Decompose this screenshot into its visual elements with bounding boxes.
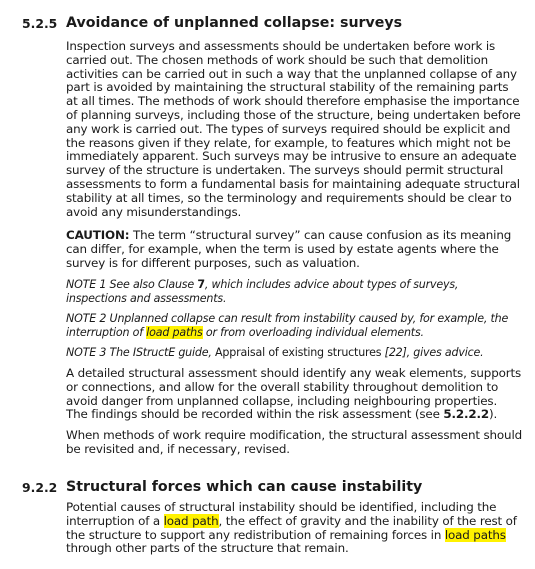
caution-paragraph <box>66 229 522 270</box>
paragraph-instability: Potential causes of structural instability should be identified, including the interruption of a load path, the effect of gravity and the inability of the rest of the structure to support any redistribution of remaining forces in load paths through other parts of the structure that remain. <box>66 500 517 556</box>
paragraph-surveys: Inspection surveys and assessments should be undertaken before work is carried out. The chosen methods of work should be such that demolition activities can be carried out in such a way that the unplanned collapse of any part is avoided by maintaining the structural stability of the remaining parts at all times. The methods of work should therefore emphasise the importance of planning surveys, including those of the structure, being undertaken before any work is carried out. The types of surveys required should be explicit and the reasons given if they relate, for example, to features which might not be immediately apparent. Such surveys may be intrusive to ensure an adequate survey of the structure is undertaken. The surveys should permit structural assessments to form a fundamental basis for maintaining adequate structural stability at all times, so the terminology and requirements should be clear to avoid any misunderstandings. <box>66 39 521 219</box>
paragraph-revision: When methods of work require modification, the structural assessment should be revisited and, if necessary, revised. <box>66 428 522 456</box>
clause-reference: 5.2.2.2 <box>443 407 489 422</box>
highlighted-term: load path <box>163 513 219 528</box>
caution-text: The term “structural survey” can cause confusion as its meaning can differ, for example, when the term is used by estate agents where the survey is for different purposes, such as valuation. <box>66 228 512 270</box>
section-number: 5.2.5 <box>22 16 58 31</box>
section-title: Structural forces which can cause instability <box>66 479 423 495</box>
highlighted-term: load paths <box>146 325 203 339</box>
section-number: 9.2.2 <box>22 480 58 495</box>
section-title: Avoidance of unplanned collapse: surveys <box>66 15 403 31</box>
highlighted-term: load paths <box>444 527 506 542</box>
note-2: NOTE 2 Unplanned collapse can result from instability caused by, for example, the interruption of load paths or from overloading individual elements. <box>66 312 509 339</box>
note-3: NOTE 3 The IStructE guide, Appraisal of existing structures [22], gives advice. <box>66 346 484 359</box>
caution-label: CAUTION: <box>66 228 130 242</box>
guide-title: Appraisal of existing structures <box>215 346 382 359</box>
clause-reference: 7 <box>197 278 205 291</box>
paragraph-assessment: A detailed structural assessment should identify any weak elements, supports or connections, and allow for the overall stability throughout demolition to avoid danger from unplanned collapse, including neighbouring properties. The findings should be recorded within the risk assessment (see 5.2.2.2). <box>66 366 522 422</box>
note-1: NOTE 1 See also Clause 7, which includes advice about types of surveys, inspections and assessments. <box>66 278 459 305</box>
